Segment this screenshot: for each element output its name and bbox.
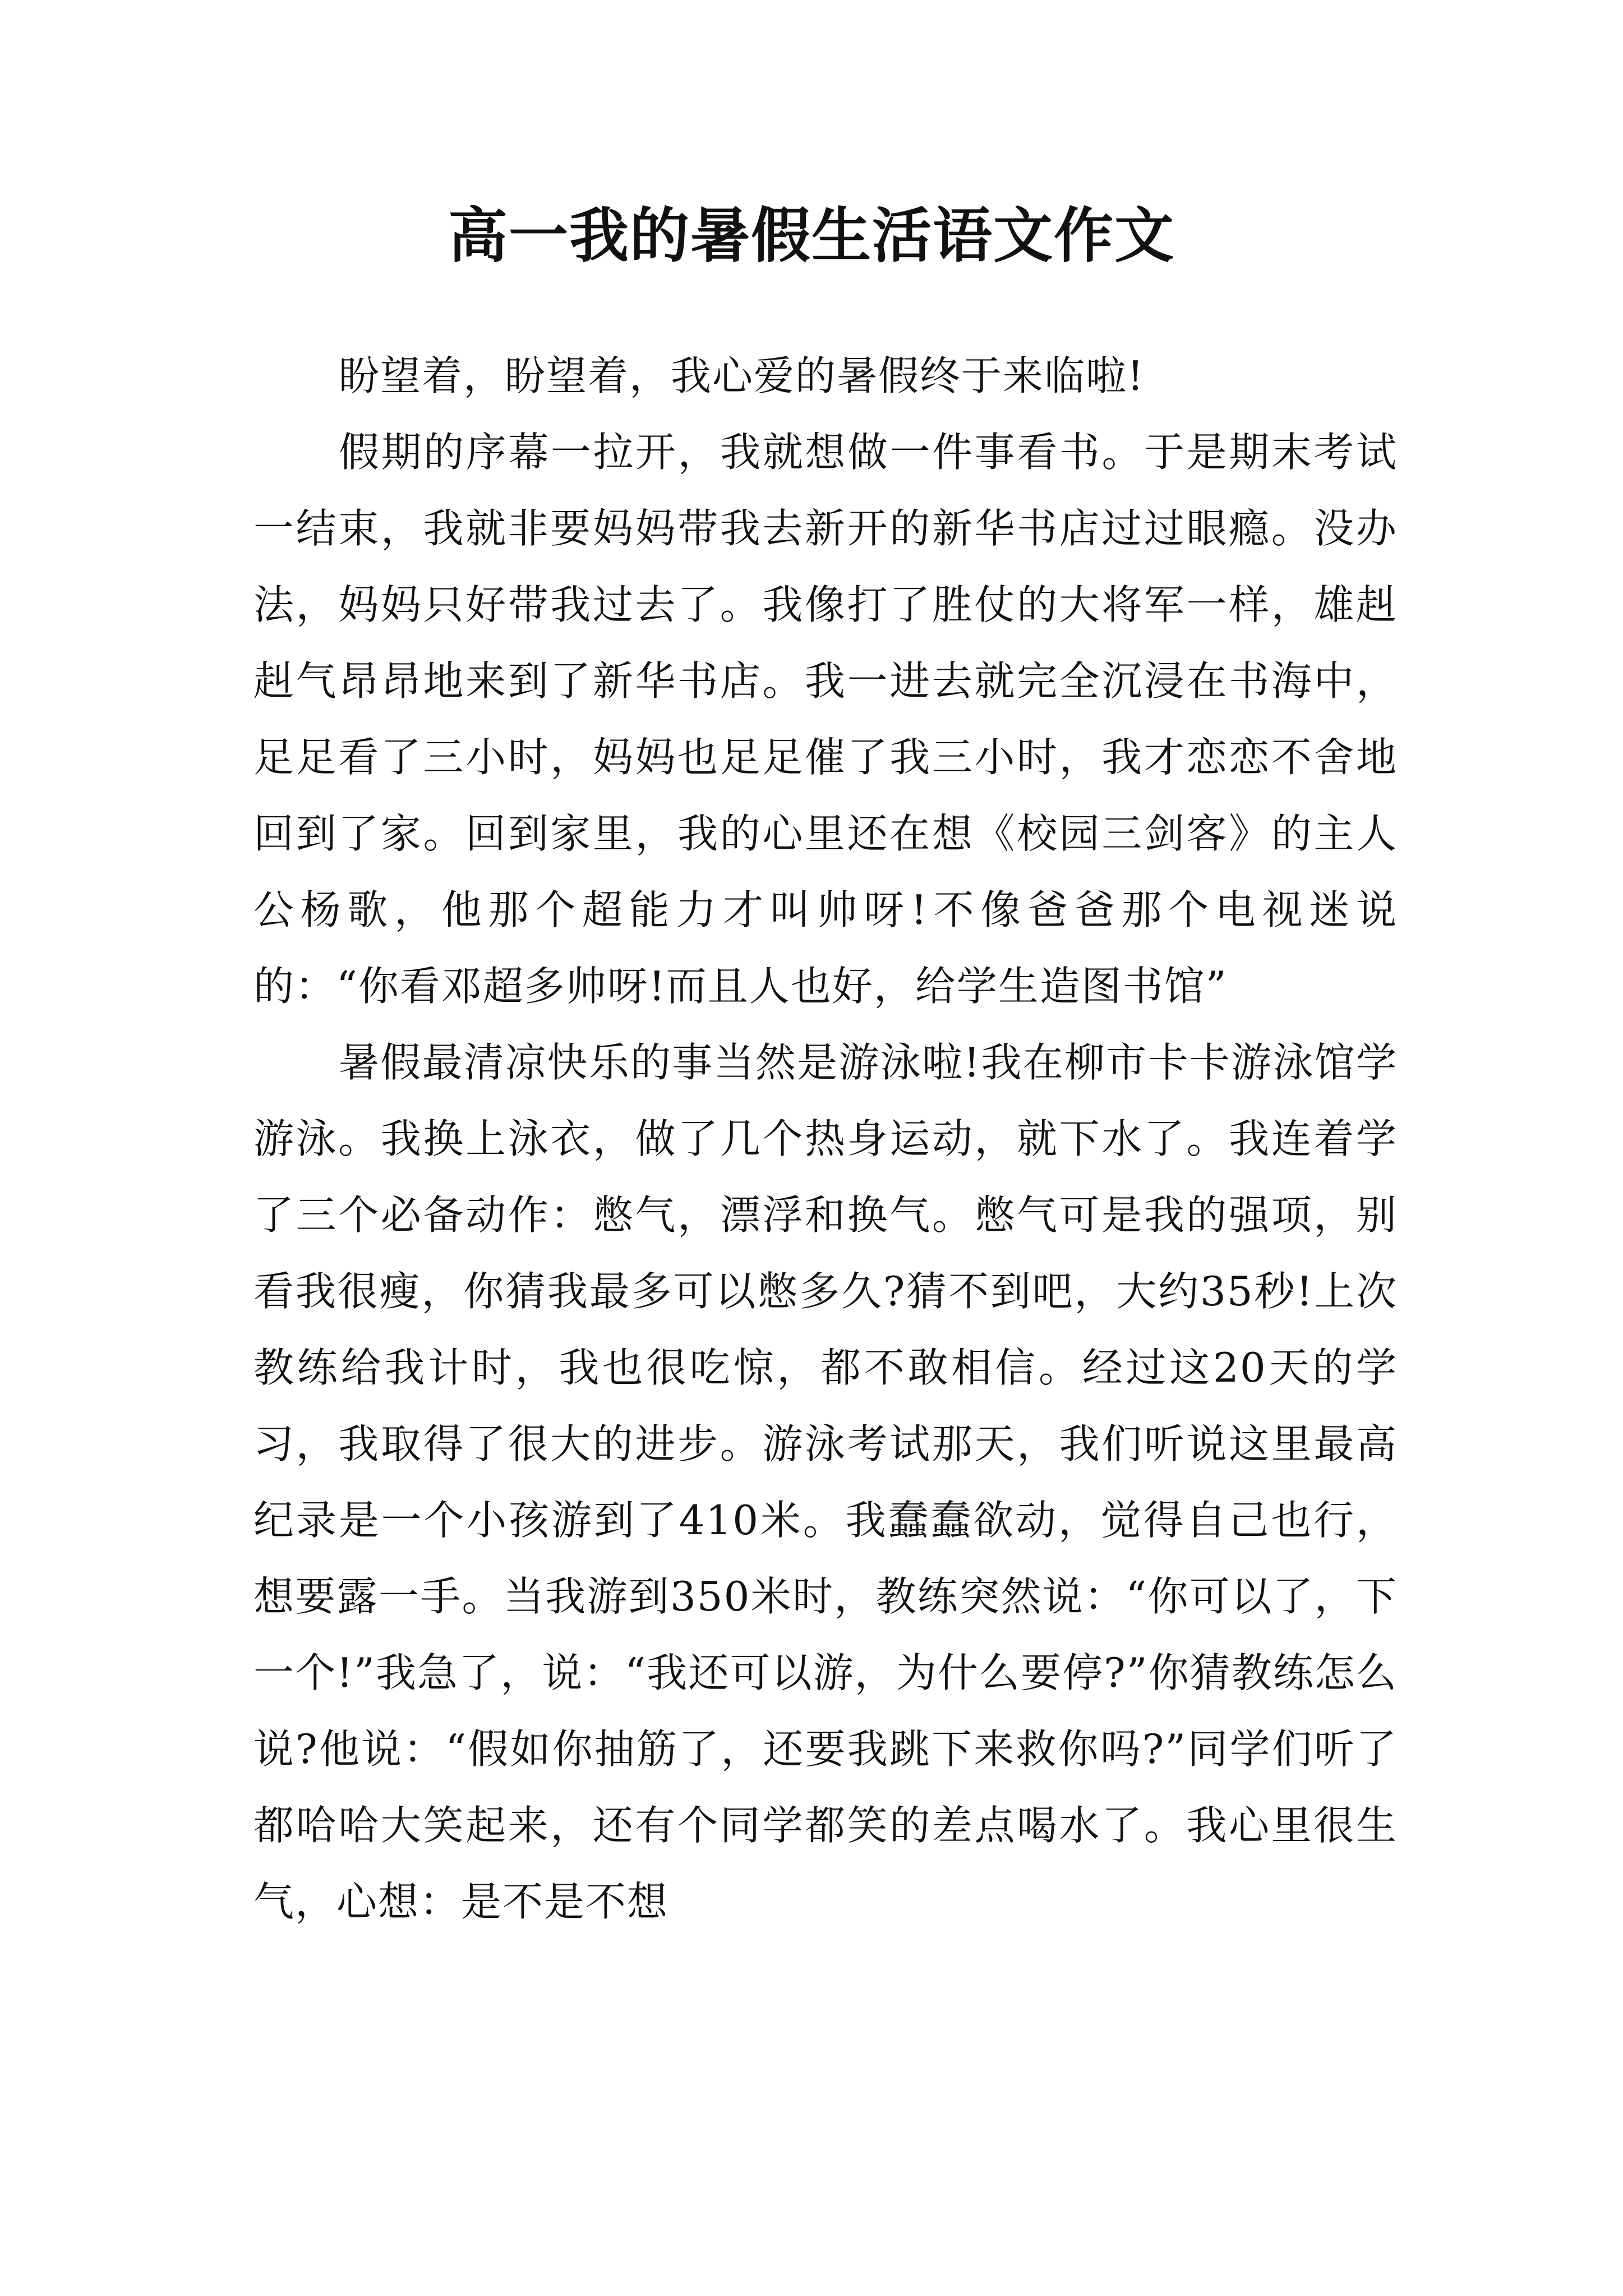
paragraph-1: 盼望着，盼望着，我心爱的暑假终于来临啦! [339, 352, 1145, 399]
paragraph-2: 假期的序幕一拉开，我就想做一件事看书。于是期末考试一结束，我就非要妈妈带我去新开的新华书店过过眼瘾。没办法，妈妈只好带我过去了。我像打了胜仗的大将军一样，雄赳赳气昂昂地来到了新华书店。我一进去就完全沉浸在书海中，足足看了三小时，妈妈也足足催了我三小时，我才恋恋不舍地回到了家。回到家里，我的心里还在想《校园三剑客》的主人公杨歌，他那个超能力才叫帅呀!不像爸爸那个电视迷说的：“你看邓超多帅呀!而且人也好，给学生造图书馆” [253, 429, 1398, 1010]
document-body [253, 338, 1398, 1940]
document-title: 高一我的暑假生活语文作文 [448, 200, 1175, 270]
paragraph-3: 暑假最清凉快乐的事当然是游泳啦!我在柳市卡卡游泳馆学游泳。我换上泳衣，做了几个热身运动，就下水了。我连着学了三个必备动作：憋气，漂浮和换气。憋气可是我的强项，别看我很瘦，你猜我最多可以憋多久?猜不到吧，大约35秒!上次教练给我计时，我也很吃惊，都不敢相信。经过这20天的学习，我取得了很大的进步。游泳考试那天，我们听说这里最高纪录是一个小孩游到了410米。我蠢蠢欲动，觉得自己也行，想要露一手。当我游到350米时，教练突然说：“你可以了，下一个!”我急了，说：“我还可以游，为什么要停?”你猜教练怎么说?他说：“假如你抽筋了，还要我跳下来救你吗?”同学们听了都哈哈大笑起来，还有个同学都笑的差点喝水了。我心里很生气，心想：是不是不想 [253, 1039, 1398, 1925]
